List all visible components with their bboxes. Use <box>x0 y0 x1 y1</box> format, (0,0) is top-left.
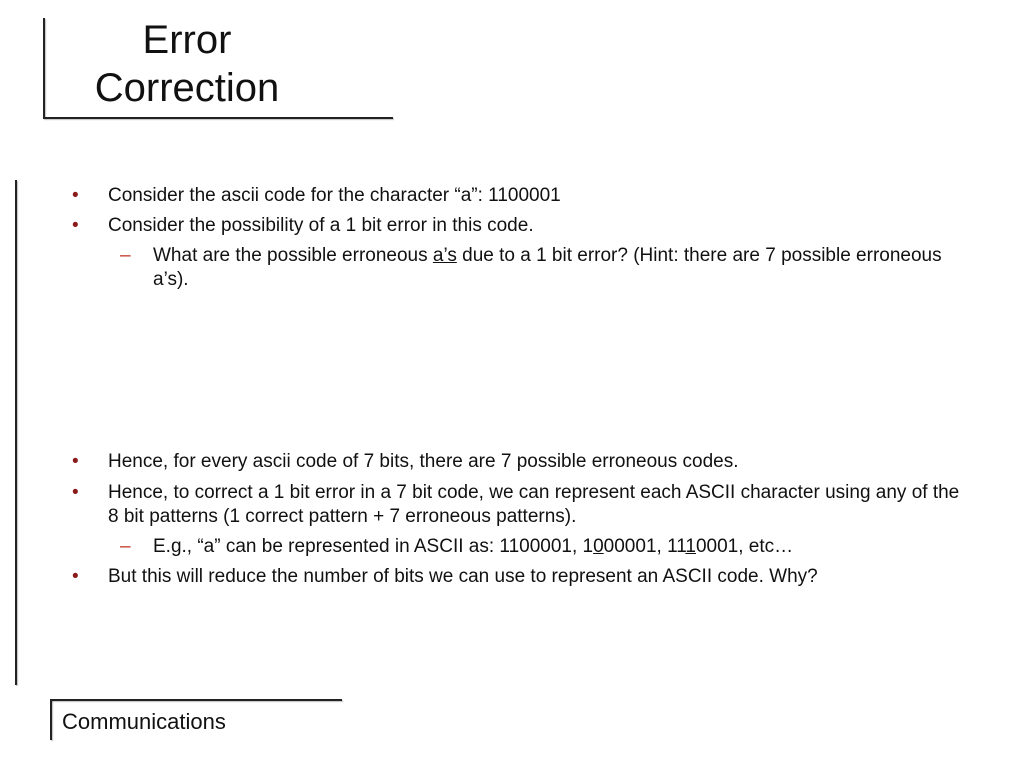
bullet-text: Consider the possibility of a 1 bit error in this code. <box>108 215 534 236</box>
sub-bullet-item-erroneous-as <box>120 244 953 292</box>
underlined-bit: 0 <box>593 536 604 557</box>
bullet-marker: • <box>72 566 79 587</box>
sub-bullet-text-pre: What are the possible erroneous <box>153 245 433 266</box>
footer-frame-horizontal-line <box>50 699 342 701</box>
sub-bullet-text-post: due to a 1 bit error? (Hint: there are 7 possible erroneous a’s). <box>153 245 942 290</box>
bullet-text: Consider the ascii code for the character “a”: 1100001 <box>108 185 561 206</box>
bullet-item-reduce-bits <box>72 565 968 589</box>
bullet-item-one-bit-error <box>72 214 968 238</box>
sub-bullet-text-post: 0001, etc… <box>695 536 794 557</box>
underlined-bit: 1 <box>685 536 696 557</box>
footer-label: Communications <box>62 709 226 734</box>
dash-marker: – <box>120 245 131 266</box>
sub-bullet-underlined-text: a’s <box>432 245 457 266</box>
slide-title-line-2: Correction <box>94 66 280 110</box>
bullet-marker: • <box>72 482 79 503</box>
bullet-marker: • <box>72 451 79 472</box>
footer-frame-vertical-line <box>50 700 52 740</box>
bullet-item-seven-erroneous-codes <box>72 450 968 474</box>
sub-bullet-text-mid: 00001, 11 <box>603 536 686 557</box>
bullet-text: Hence, for every ascii code of 7 bits, there are 7 possible erroneous codes. <box>108 451 739 472</box>
bullet-item-eight-bit-patterns <box>72 481 968 529</box>
dash-marker: – <box>120 536 131 557</box>
bullet-text: But this will reduce the number of bits we can use to represent an ASCII code. Why? <box>108 566 818 587</box>
bullet-marker: • <box>72 185 79 206</box>
sub-bullet-text-pre: E.g., “a” can be represented in ASCII as: 1100001, 1 <box>153 536 594 557</box>
slide-title-line-1: Error <box>142 18 232 62</box>
bullet-text: Hence, to correct a 1 bit error in a 7 bit code, we can represent each ASCII character using any of the 8 bit patterns (1 correct pattern + 7 erroneous patterns). <box>108 482 960 527</box>
bullet-item-ascii-code <box>72 184 968 208</box>
bullet-marker: • <box>72 215 79 236</box>
sub-bullet-item-example <box>120 535 953 559</box>
